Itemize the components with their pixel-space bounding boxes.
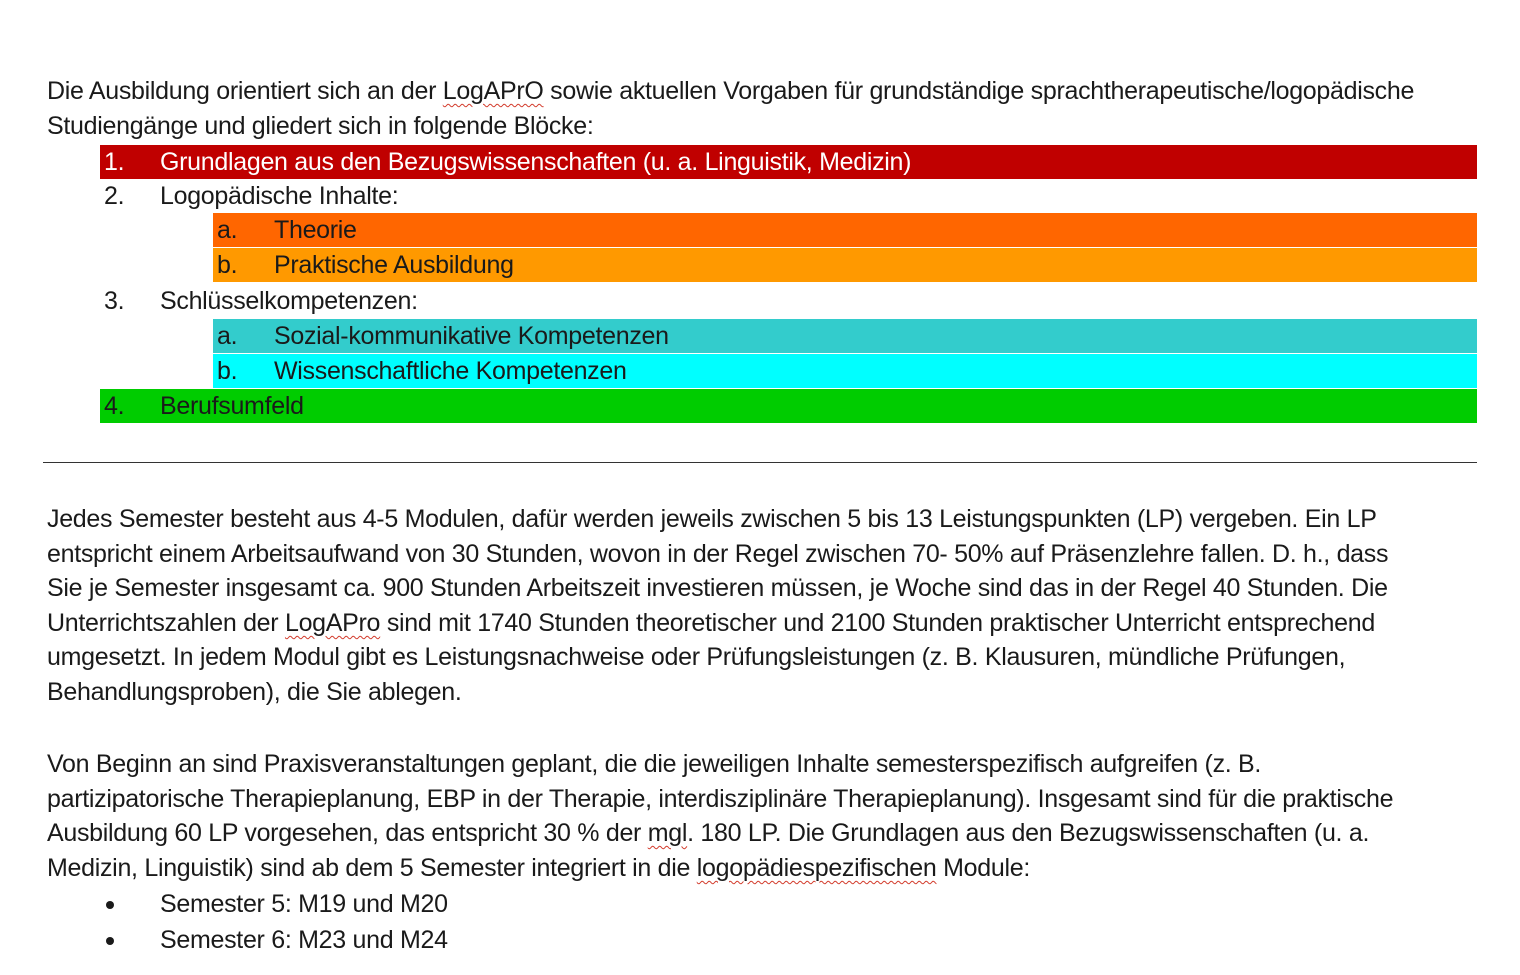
intro-text: Die Ausbildung orientiert sich an der	[47, 77, 443, 105]
paragraph-text: . 180 LP. Die Grundlagen aus den Bezugswissenschaften (u. a.	[687, 819, 1370, 848]
list-item-text: Semester 5: M19 und M20	[160, 890, 448, 918]
paragraph-text: Unterrichtszahlen der	[47, 608, 285, 637]
paragraph-text: sind mit 1740 Stunden theoretischer und 2100 Stunden praktischer Unterricht entsprechend	[380, 608, 1375, 637]
spellcheck-term[interactable]: logopädiespezifischen	[696, 853, 937, 882]
block-item-3b	[213, 354, 1477, 388]
intro-line-1	[47, 74, 1487, 109]
block-number: 2.	[104, 182, 125, 210]
sub-block-letter: b.	[217, 357, 238, 385]
bullet-icon	[106, 937, 114, 945]
block-item-4	[100, 389, 1477, 423]
block-number: 1.	[104, 148, 125, 176]
block-label: Grundlagen aus den Bezugswissenschaften (u. a. Linguistik, Medizin)	[160, 148, 912, 176]
list-item-text: Semester 6: M23 und M24	[160, 926, 448, 954]
paragraph-line: partizipatorische Therapieplanung, EBP in der Therapie, interdisziplinäre Therapieplanung). Insgesamt sind für die praktische	[47, 784, 1394, 813]
block-label: Logopädische Inhalte:	[160, 182, 399, 210]
sub-block-letter: a.	[217, 216, 238, 244]
block-label: Schlüsselkompetenzen:	[160, 287, 418, 315]
paragraph-line	[47, 816, 1487, 851]
paragraph-text: Module:	[936, 853, 1030, 882]
paragraph-text: Medizin, Linguistik) sind ab dem 5 Semester integriert in die	[47, 853, 697, 882]
block-item-3a	[213, 319, 1477, 353]
block-item-3	[100, 284, 1477, 318]
paragraph-line: Von Beginn an sind Praxisveranstaltungen geplant, die die jeweiligen Inhalte semesterspezifisch aufgreifen (z. B.	[47, 750, 1262, 778]
sub-block-label: Sozial-kommunikative Kompetenzen	[274, 322, 669, 350]
intro-line-2: Studiengänge und gliedert sich in folgende Blöcke:	[47, 111, 594, 140]
sub-block-label: Praktische Ausbildung	[274, 251, 514, 279]
block-number: 3.	[104, 287, 125, 315]
spellcheck-term[interactable]: mgl	[647, 819, 688, 848]
spellcheck-term[interactable]: LogAPro	[284, 608, 381, 637]
block-item-2a	[213, 213, 1477, 247]
block-item-1	[100, 145, 1477, 179]
paragraph-line: Behandlungsproben), die Sie ablegen.	[47, 677, 462, 706]
paragraph-line: entspricht einem Arbeitsaufwand von 30 Stunden, wovon in der Regel zwischen 70- 50% auf Präsenzlehre fallen. D. h., dass	[47, 539, 1389, 568]
paragraph-line	[47, 851, 1487, 886]
paragraph-text: Ausbildung 60 LP vorgesehen, das entspricht 30 % der	[47, 819, 648, 848]
intro-text: sowie aktuellen Vorgaben für grundständige sprachtherapeutische/logopädische	[543, 77, 1415, 105]
section-divider	[43, 462, 1477, 463]
block-item-2b	[213, 248, 1477, 282]
sub-block-letter: a.	[217, 322, 238, 350]
block-item-2	[100, 179, 1477, 213]
block-number: 4.	[104, 392, 125, 420]
practice-paragraph	[47, 747, 1487, 885]
paragraph-line	[47, 606, 1487, 641]
bullet-icon	[106, 901, 114, 909]
sub-block-letter: b.	[217, 251, 238, 279]
sub-block-label: Theorie	[274, 216, 357, 244]
semester-paragraph	[47, 502, 1487, 710]
paragraph-line: Sie je Semester insgesamt ca. 900 Stunden Arbeitszeit investieren müssen, je Woche sind das in der Regel 40 Stunden. Die	[47, 574, 1388, 603]
paragraph-line: umgesetzt. In jedem Modul gibt es Leistungsnachweise oder Prüfungsleistungen (z. B. Klausuren, mündliche Prüfungen,	[47, 643, 1346, 672]
paragraph-line: Jedes Semester besteht aus 4-5 Modulen, dafür werden jeweils zwischen 5 bis 13 Leistungspunkten (LP) vergeben. Ein LP	[47, 505, 1377, 533]
spellcheck-term[interactable]: LogAPrO	[442, 77, 544, 105]
block-label: Berufsumfeld	[160, 392, 304, 420]
intro-paragraph	[47, 74, 1487, 143]
sub-block-label: Wissenschaftliche Kompetenzen	[274, 357, 627, 385]
